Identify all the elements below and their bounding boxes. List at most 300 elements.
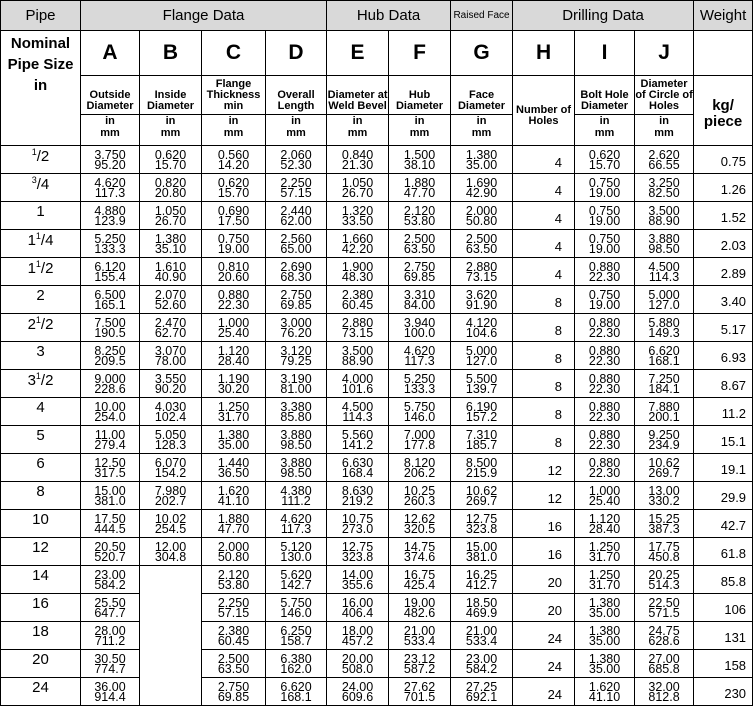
- value-cell-g: [451, 622, 513, 650]
- pipe-size-cell: [1, 566, 81, 594]
- value-cell-a: [81, 650, 140, 678]
- value-in: 4.500: [341, 399, 374, 414]
- value-mm: 36.50: [217, 465, 250, 480]
- value-cell-j: [635, 622, 694, 650]
- value-in: 1.320: [341, 203, 374, 218]
- value-mm: 587.2: [403, 661, 436, 676]
- pipe-size-cell: [1, 594, 81, 622]
- value-in: 3.120: [280, 343, 312, 358]
- value-mm: 35.00: [588, 633, 621, 648]
- value-in: 15.00: [94, 483, 126, 498]
- value-cell-d: [266, 538, 327, 566]
- value-cell-f: [389, 342, 451, 370]
- col-letter-j: J: [635, 31, 694, 76]
- table-row: [1, 342, 753, 370]
- value-in: 10.75: [341, 511, 374, 526]
- value-cell-j: [635, 286, 694, 314]
- number-of-holes-cell: 8: [513, 314, 575, 342]
- value-in: 14.75: [403, 539, 436, 554]
- unit-mm: mm: [654, 127, 674, 139]
- value-cell-d: [266, 314, 327, 342]
- value-in: 1.380: [217, 427, 250, 442]
- value-in: 2.250: [280, 175, 312, 190]
- pipe-size-denominator: 2: [40, 148, 50, 165]
- value-cell-f: [389, 174, 451, 202]
- pipe-size-cell: [1, 538, 81, 566]
- value-cell-a: [81, 286, 140, 314]
- value-in: 1.190: [217, 371, 250, 386]
- unit-mm: mm: [347, 127, 368, 139]
- value-in: 10.25: [403, 483, 436, 498]
- value-cell-f: [389, 146, 451, 174]
- value-mm: 98.50: [280, 465, 312, 480]
- value-mm: 177.8: [403, 437, 436, 452]
- value-in: 3.880: [648, 231, 680, 246]
- desc-overall-length: Overall Length: [266, 76, 327, 115]
- value-cell-i: [575, 342, 635, 370]
- value-mm: 279.4: [94, 437, 126, 452]
- value-mm: 146.0: [403, 409, 436, 424]
- value-in: 2.000: [465, 203, 498, 218]
- value-cell-j: [635, 678, 694, 706]
- value-in: 1.880: [217, 511, 250, 526]
- value-mm: 53.80: [217, 577, 250, 592]
- letter-header-row: [1, 31, 753, 76]
- table-row: [1, 174, 753, 202]
- value-cell-g: [451, 230, 513, 258]
- unit-e: [327, 115, 389, 146]
- value-cell-f: [389, 370, 451, 398]
- value-mm: 317.5: [94, 465, 126, 480]
- value-cell-i: [575, 426, 635, 454]
- value-cell-c: [202, 426, 266, 454]
- value-in: 15.00: [465, 539, 498, 554]
- value-in: 4.620: [94, 175, 126, 190]
- pipe-size-cell: [1, 482, 81, 510]
- pipe-size-whole: 2: [36, 287, 45, 304]
- value-mm: 100.0: [403, 325, 436, 340]
- value-cell-b: [140, 202, 202, 230]
- pipe-size-cell: [1, 174, 81, 202]
- pipe-size-cell: [1, 146, 81, 174]
- value-mm: 508.0: [341, 661, 374, 676]
- pipe-size-denominator: 4: [45, 232, 54, 249]
- value-in: 9.000: [94, 371, 126, 386]
- pipe-size-whole: 10: [32, 511, 49, 528]
- value-mm: 91.90: [465, 297, 498, 312]
- value-in: 1.900: [341, 259, 374, 274]
- value-mm: 73.15: [341, 325, 374, 340]
- value-cell-d: [266, 286, 327, 314]
- value-cell-e: [327, 314, 389, 342]
- value-in: 10.02: [154, 511, 187, 526]
- unit-in: in: [105, 115, 115, 127]
- value-mm: 57.15: [280, 185, 312, 200]
- value-mm: 63.50: [403, 241, 436, 256]
- value-mm: 200.1: [648, 409, 680, 424]
- value-cell-a: [81, 174, 140, 202]
- value-cell-a: [81, 146, 140, 174]
- value-cell-c: [202, 510, 266, 538]
- value-cell-d: [266, 482, 327, 510]
- value-mm: 185.7: [465, 437, 498, 452]
- value-cell-b: [140, 230, 202, 258]
- value-in: 7.980: [154, 483, 187, 498]
- value-in: 15.25: [648, 511, 680, 526]
- value-in: 1.380: [588, 623, 621, 638]
- value-cell-j: [635, 314, 694, 342]
- value-mm: 647.7: [94, 605, 126, 620]
- value-cell-a: [81, 622, 140, 650]
- value-mm: 469.9: [465, 605, 498, 620]
- value-mm: 323.8: [465, 521, 498, 536]
- desc-face-diameter: Face Diameter: [451, 76, 513, 115]
- value-cell-b: [140, 370, 202, 398]
- value-in: 24.00: [341, 679, 374, 694]
- value-cell-e: [327, 594, 389, 622]
- value-in: 3.620: [465, 287, 498, 302]
- value-in: 1.250: [588, 539, 621, 554]
- value-mm: 95.20: [94, 157, 126, 172]
- table-row: [1, 538, 753, 566]
- number-of-holes-cell: 16: [513, 538, 575, 566]
- pipe-size-whole: 2: [27, 316, 36, 333]
- value-mm: 26.70: [154, 213, 187, 228]
- value-in: 1.880: [403, 175, 436, 190]
- fraction-slash: /: [40, 232, 46, 249]
- value-cell-c: [202, 398, 266, 426]
- value-cell-b: [140, 314, 202, 342]
- value-in: 2.070: [154, 287, 187, 302]
- value-cell-d: [266, 230, 327, 258]
- value-cell-c: [202, 622, 266, 650]
- weight-cell: 0.75: [694, 146, 753, 174]
- value-mm: 374.6: [403, 549, 436, 564]
- unit-in: in: [414, 115, 425, 127]
- value-mm: 22.30: [588, 465, 621, 480]
- value-cell-a: [81, 342, 140, 370]
- value-in: 23.00: [94, 567, 126, 582]
- pipe-size-whole: 20: [32, 651, 49, 668]
- pipe-size-whole: 6: [36, 455, 45, 472]
- value-in: 2.750: [280, 287, 312, 302]
- value-mm: 102.4: [154, 409, 187, 424]
- value-mm: 25.40: [217, 325, 250, 340]
- desc-inside-diameter: Inside Diameter: [140, 76, 202, 115]
- value-mm: 215.9: [465, 465, 498, 480]
- pipe-size-cell: [1, 258, 81, 286]
- value-cell-e: [327, 566, 389, 594]
- value-mm: 812.8: [648, 689, 680, 704]
- value-mm: 444.5: [94, 521, 126, 536]
- value-mm: 15.70: [154, 157, 187, 172]
- value-in: 5.250: [94, 231, 126, 246]
- value-in: 1.610: [154, 259, 187, 274]
- value-mm: 53.80: [403, 213, 436, 228]
- value-cell-a: [81, 258, 140, 286]
- value-in: 0.880: [588, 455, 621, 470]
- number-of-holes-cell: 8: [513, 342, 575, 370]
- value-in: 9.250: [648, 427, 680, 442]
- value-mm: 158.7: [280, 633, 312, 648]
- value-mm: 168.4: [341, 465, 374, 480]
- value-mm: 184.1: [648, 381, 680, 396]
- value-cell-e: [327, 202, 389, 230]
- pipe-size-denominator: 4: [40, 176, 50, 193]
- desc-bolt-hole-diameter: Bolt Hole Diameter: [575, 76, 635, 115]
- value-mm: 42.20: [341, 241, 374, 256]
- value-mm: 114.3: [648, 269, 680, 284]
- value-in: 1.000: [217, 315, 250, 330]
- value-in: 5.880: [648, 315, 680, 330]
- pipe-size-cell: [1, 510, 81, 538]
- value-mm: 57.15: [217, 605, 250, 620]
- value-cell-d: [266, 510, 327, 538]
- pipe-size-whole: 14: [32, 567, 49, 584]
- value-in: 1.380: [465, 147, 498, 162]
- value-cell-i: [575, 510, 635, 538]
- value-cell-g: [451, 678, 513, 706]
- value-cell-d: [266, 342, 327, 370]
- value-mm: 774.7: [94, 661, 126, 676]
- value-cell-f: [389, 678, 451, 706]
- value-cell-d: [266, 146, 327, 174]
- value-in: 4.880: [94, 203, 126, 218]
- value-mm: 69.85: [403, 269, 436, 284]
- value-cell-e: [327, 370, 389, 398]
- value-mm: 47.70: [217, 521, 250, 536]
- pipe-size-whole: 16: [32, 595, 49, 612]
- value-in: 8.630: [341, 483, 374, 498]
- value-mm: 42.90: [465, 185, 498, 200]
- value-in: 3.880: [280, 427, 312, 442]
- value-cell-g: [451, 482, 513, 510]
- unit-a: [81, 115, 140, 146]
- table-row: [1, 650, 753, 678]
- value-mm: 33.50: [341, 213, 374, 228]
- pipe-size-numerator: 1: [31, 147, 37, 157]
- pipe-size-cell: [1, 678, 81, 706]
- value-mm: 425.4: [403, 577, 436, 592]
- unit-mm: mm: [223, 127, 244, 139]
- value-in: 2.880: [341, 315, 374, 330]
- value-in: 20.00: [341, 651, 374, 666]
- value-in: 27.62: [403, 679, 436, 694]
- value-cell-a: [81, 482, 140, 510]
- value-in: 12.50: [94, 455, 126, 470]
- value-cell-f: [389, 398, 451, 426]
- value-mm: 35.00: [217, 437, 250, 452]
- table-row: [1, 482, 753, 510]
- value-cell-a: [81, 370, 140, 398]
- value-in: 7.250: [648, 371, 680, 386]
- value-mm: 133.3: [94, 241, 126, 256]
- value-in: 5.250: [403, 371, 436, 386]
- col-letter-weight-blank: [694, 31, 753, 76]
- value-in: 0.880: [588, 315, 621, 330]
- value-mm: 19.00: [588, 297, 621, 312]
- value-in: 27.00: [648, 651, 680, 666]
- unit-g: [451, 115, 513, 146]
- value-in: 10.62: [465, 483, 498, 498]
- value-in: 22.50: [648, 595, 680, 610]
- value-mm: 35.00: [588, 605, 621, 620]
- value-cell-f: [389, 510, 451, 538]
- table-row: [1, 678, 753, 706]
- unit-d: [266, 115, 327, 146]
- value-in: 6.630: [341, 455, 374, 470]
- value-in: 1.050: [341, 175, 374, 190]
- value-in: 4.620: [403, 343, 436, 358]
- pipe-size-denominator: 2: [45, 372, 54, 389]
- value-cell-g: [451, 566, 513, 594]
- value-mm: 52.30: [280, 157, 312, 172]
- number-of-holes-cell: 4: [513, 202, 575, 230]
- group-pipe: Pipe: [1, 1, 81, 31]
- value-in: 36.00: [94, 679, 126, 694]
- value-in: 4.500: [648, 259, 680, 274]
- value-mm: 82.50: [648, 185, 680, 200]
- value-cell-i: [575, 594, 635, 622]
- group-flange-data: Flange Data: [81, 1, 327, 31]
- value-in: 25.50: [94, 595, 126, 610]
- pipe-size-cell: [1, 622, 81, 650]
- number-of-holes-cell: 12: [513, 454, 575, 482]
- value-cell-e: [327, 342, 389, 370]
- table-row: [1, 622, 753, 650]
- value-mm: 154.2: [154, 465, 187, 480]
- value-mm: 50.80: [217, 549, 250, 564]
- value-in: 6.620: [280, 679, 312, 694]
- value-cell-i: [575, 566, 635, 594]
- value-in: 5.120: [280, 539, 312, 554]
- value-mm: 482.6: [403, 605, 436, 620]
- table-row: [1, 286, 753, 314]
- value-in: 27.25: [465, 679, 498, 694]
- value-mm: 73.15: [465, 269, 498, 284]
- value-cell-e: [327, 622, 389, 650]
- value-mm: 168.1: [280, 689, 312, 704]
- weight-cell: 85.8: [694, 566, 753, 594]
- number-of-holes-cell: 24: [513, 650, 575, 678]
- unit-mm: mm: [471, 127, 492, 139]
- number-of-holes-cell: 8: [513, 286, 575, 314]
- unit-in: in: [599, 115, 610, 127]
- value-cell-b: [140, 286, 202, 314]
- value-in: 2.120: [403, 203, 436, 218]
- value-in: 5.560: [341, 427, 374, 442]
- value-mm: 320.5: [403, 521, 436, 536]
- value-cell-i: [575, 174, 635, 202]
- unit-mm: mm: [160, 127, 181, 139]
- value-cell-i: [575, 230, 635, 258]
- value-cell-b: [140, 398, 202, 426]
- value-cell-d: [266, 454, 327, 482]
- value-mm: 406.4: [341, 605, 374, 620]
- value-cell-c: [202, 174, 266, 202]
- value-in: 8.250: [94, 343, 126, 358]
- value-in: 4.380: [280, 483, 312, 498]
- value-mm: 609.6: [341, 689, 374, 704]
- value-cell-d: [266, 258, 327, 286]
- value-cell-c: [202, 566, 266, 594]
- value-mm: 457.2: [341, 633, 374, 648]
- value-cell-f: [389, 538, 451, 566]
- value-cell-g: [451, 370, 513, 398]
- value-mm: 76.20: [280, 325, 312, 340]
- value-in: 1.380: [154, 231, 187, 246]
- value-cell-j: [635, 510, 694, 538]
- unit-b: [140, 115, 202, 146]
- group-drilling-data: Drilling Data: [513, 1, 694, 31]
- pipe-size-whole: 18: [32, 623, 49, 640]
- number-of-holes-cell: 4: [513, 174, 575, 202]
- value-in: 0.880: [588, 259, 621, 274]
- value-in: 4.000: [341, 371, 374, 386]
- value-mm: 26.70: [341, 185, 374, 200]
- group-hub-data: Hub Data: [327, 1, 451, 31]
- value-mm: 15.70: [217, 185, 250, 200]
- unit-mm: mm: [100, 127, 120, 139]
- col-letter-e: E: [327, 31, 389, 76]
- value-mm: 162.0: [280, 661, 312, 676]
- value-in: 0.750: [588, 231, 621, 246]
- col-letter-g: G: [451, 31, 513, 76]
- value-cell-f: [389, 314, 451, 342]
- pipe-size-cell: [1, 650, 81, 678]
- value-in: 2.380: [341, 287, 374, 302]
- number-of-holes-cell: 24: [513, 622, 575, 650]
- value-cell-c: [202, 342, 266, 370]
- value-cell-j: [635, 146, 694, 174]
- value-cell-g: [451, 258, 513, 286]
- value-in: 6.620: [648, 343, 680, 358]
- group-header-row: [1, 1, 753, 31]
- value-cell-f: [389, 566, 451, 594]
- value-in: 2.500: [217, 651, 250, 666]
- weight-cell: 106: [694, 594, 753, 622]
- value-mm: 25.40: [588, 493, 621, 508]
- value-cell-a: [81, 594, 140, 622]
- value-in: 5.620: [280, 567, 312, 582]
- value-mm: 19.00: [588, 213, 621, 228]
- value-in: 1.500: [403, 147, 436, 162]
- number-of-holes-cell: 20: [513, 594, 575, 622]
- value-in: 0.750: [588, 203, 621, 218]
- number-of-holes-cell: 16: [513, 510, 575, 538]
- value-mm: 117.3: [280, 521, 312, 536]
- pipe-size-cell: [1, 398, 81, 426]
- value-cell-g: [451, 202, 513, 230]
- value-in: 3.500: [648, 203, 680, 218]
- value-in: 0.620: [217, 175, 250, 190]
- value-mm: 98.50: [280, 437, 312, 452]
- value-mm: 123.9: [94, 213, 126, 228]
- value-cell-b: [140, 146, 202, 174]
- value-mm: 63.50: [217, 661, 250, 676]
- value-in: 2.750: [217, 679, 250, 694]
- value-cell-g: [451, 286, 513, 314]
- pipe-size-numerator: 1: [35, 371, 41, 381]
- value-in: 23.00: [465, 651, 498, 666]
- value-mm: 234.9: [648, 437, 680, 452]
- specified-by-purchaser-cell: [140, 566, 202, 706]
- value-in: 0.880: [217, 287, 250, 302]
- value-cell-e: [327, 146, 389, 174]
- value-cell-b: [140, 426, 202, 454]
- value-in: 2.000: [217, 539, 250, 554]
- value-mm: 88.90: [648, 213, 680, 228]
